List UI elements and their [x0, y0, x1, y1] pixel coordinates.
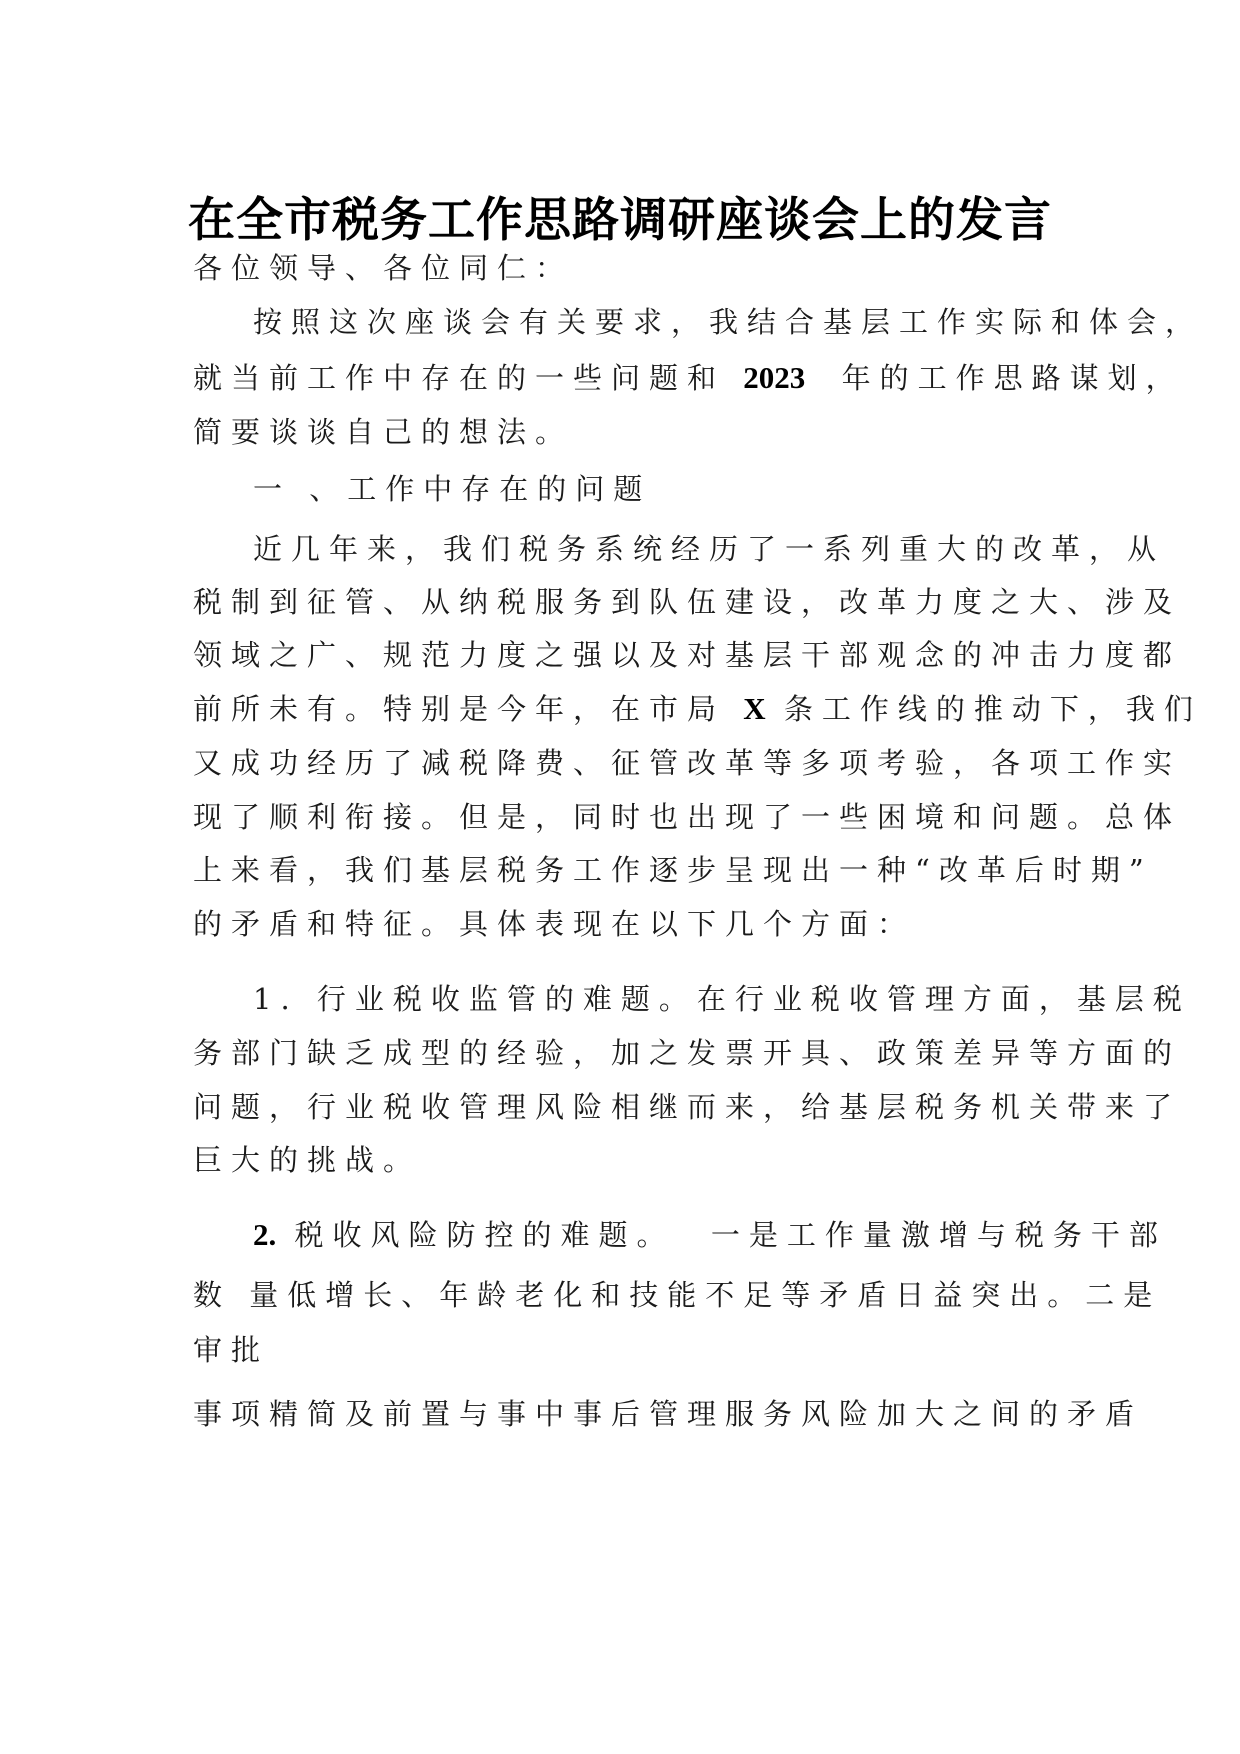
line-count-x: X: [743, 691, 766, 726]
item2-line-1-text: 税收风险防控的难题。 一是工作量激增与税务干部: [276, 1218, 1167, 1252]
intro-line-2-text-b: 年的工作思路谋划，: [805, 361, 1184, 395]
para1-line-5: 又成功经历了减税降费、征管改革等多项考验，各项工作实: [193, 746, 1182, 780]
para1-line-7: 上来看，我们基层税务工作逐步呈现出一种“改革后时期”: [193, 853, 1153, 887]
item1-line-2: 务部门缺乏成型的经验，加之发票开具、政策差异等方面的: [193, 1036, 1182, 1070]
para1-line-4-text-b: 条工作线的推动下，我们: [765, 692, 1202, 726]
salutation: 各位领导、各位同仁：: [193, 251, 574, 285]
item2-line-1: [253, 1215, 1167, 1255]
item1-line-4: 巨大的挑战。: [193, 1143, 422, 1177]
intro-line-1: 按照这次座谈会有关要求，我结合基层工作实际和体会，: [253, 305, 1204, 339]
document-title: 在全市税务工作思路调研座谈会上的发言: [188, 193, 1052, 248]
para1-line-1: 近几年来，我们税务系统经历了一系列重大的改革，从: [253, 532, 1166, 566]
intro-line-3: 简要谈谈自己的想法。: [193, 415, 574, 449]
section-heading: 一 、工作中存在的问题: [253, 472, 652, 506]
para1-line-2: 税制到征管、从纳税服务到队伍建设，改革力度之大、涉及: [193, 585, 1182, 619]
item2-line-2: 数 量低增长、年龄老化和技能不足等矛盾日益突出。二是: [193, 1278, 1162, 1312]
para1-line-6: 现了顺利衔接。但是，同时也出现了一些困境和问题。总体: [193, 800, 1182, 834]
intro-line-2: [193, 358, 1184, 398]
para1-line-4: [193, 689, 1202, 729]
para1-line-4-text-a: 前所未有。特别是今年，在市局: [193, 692, 744, 726]
item1-line-3: 问题，行业税收管理风险相继而来，给基层税务机关带来了: [193, 1090, 1182, 1124]
para1-line-8: 的矛盾和特征。具体表现在以下几个方面：: [193, 907, 916, 941]
item1-line-1: 1. 行业税收监管的难题。在行业税收管理方面，基层税: [253, 982, 1191, 1016]
item2-line-4: 事项精简及前置与事中事后管理服务风险加大之间的矛盾: [193, 1397, 1144, 1431]
para1-line-3: 领域之广、规范力度之强以及对基层干部观念的冲击力度都: [193, 638, 1182, 672]
item2-line-3: 审批: [193, 1333, 270, 1367]
intro-line-2-text-a: 就当前工作中存在的一些问题和: [193, 361, 744, 395]
item2-number: 2.: [253, 1217, 277, 1252]
intro-year: 2023: [743, 360, 806, 395]
